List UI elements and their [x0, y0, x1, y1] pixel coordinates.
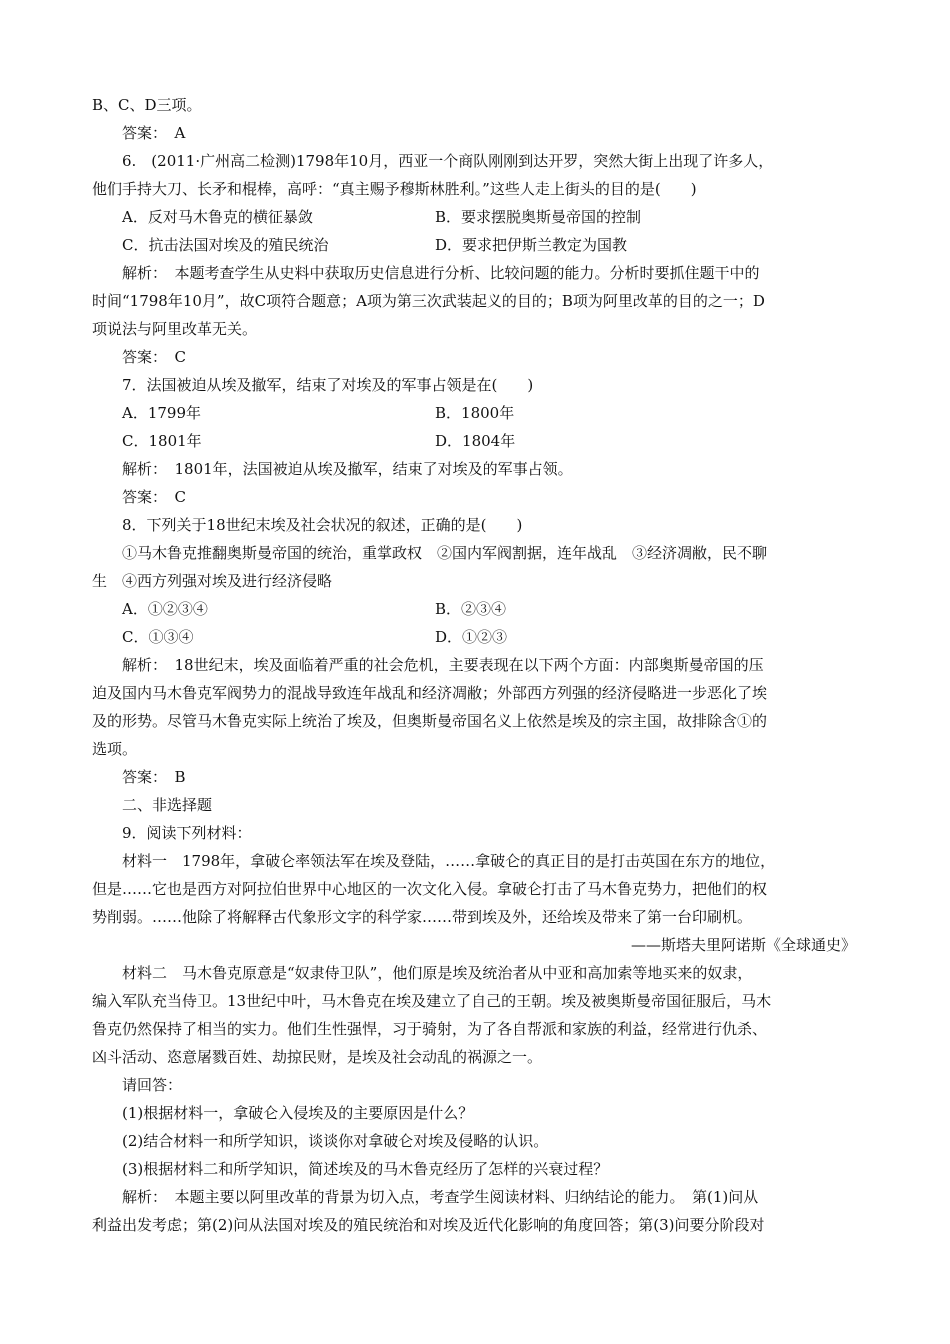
text-line: 答案： B: [122, 768, 186, 786]
text-line: 解析： 1801年，法国被迫从埃及撤军，结束了对埃及的军事占领。: [122, 460, 573, 478]
text-line: 势削弱。……他除了将解释古代象形文字的科学家……带到埃及外，还给埃及带来了第一台印刷机。: [92, 908, 753, 926]
text-line: 及的形势。尽管马木鲁克实际上统治了埃及，但奥斯曼帝国名义上依然是埃及的宗主国，故排除含①的: [92, 712, 768, 730]
option-left: A．1799年: [122, 404, 202, 422]
text-line: 材料二 马木鲁克原意是“奴隶侍卫队”，他们原是埃及统治者从中亚和高加索等地买来的奴隶，: [122, 964, 753, 982]
text-line: 答案： A: [122, 124, 186, 142]
answer-options-row: [92, 623, 860, 651]
text-line: 7．法国被迫从埃及撤军，结束了对埃及的军事占领是在( ): [122, 376, 534, 394]
option-right: B．1800年: [435, 404, 515, 422]
option-left: C．1801年: [122, 432, 202, 450]
option-right: D．1804年: [435, 432, 516, 450]
option-right: D．要求把伊斯兰教定为国教: [435, 236, 628, 254]
answer-options-row: [92, 231, 860, 259]
answer-options-row: [92, 399, 860, 427]
text-line: 答案： C: [122, 488, 186, 506]
text-line: 生 ④西方列强对埃及进行经济侵略: [92, 572, 333, 590]
text-line: 编入军队充当侍卫。13世纪中叶，马木鲁克在埃及建立了自己的王朝。埃及被奥斯曼帝国征服后，马木: [92, 992, 772, 1010]
text-line: B、C、D三项。: [92, 96, 202, 114]
text-line: 利益出发考虑；第(2)问从法国对埃及的殖民统治和对埃及近代化影响的角度回答；第(3)问要分阶段对: [92, 1216, 765, 1234]
option-left: C．抗击法国对埃及的殖民统治: [122, 236, 329, 254]
option-left: C．①③④: [122, 628, 194, 646]
option-right: D．①②③: [435, 628, 508, 646]
text-line: 8．下列关于18世纪末埃及社会状况的叙述，正确的是( ): [122, 516, 523, 534]
text-line: 解析： 18世纪末，埃及面临着严重的社会危机，主要表现在以下两个方面：内部奥斯曼帝国的压: [122, 656, 764, 674]
text-line: 时间“1798年10月”，故C项符合题意；A项为第三次武装起义的目的；B项为阿里改革的目的之一；D: [92, 292, 765, 310]
text-line: 凶斗活动、恣意屠戮百姓、劫掠民财，是埃及社会动乱的祸源之一。: [92, 1048, 543, 1066]
answer-options-row: [92, 203, 860, 231]
text-line: 请回答：: [122, 1076, 183, 1094]
text-line: 项说法与阿里改革无关。: [92, 320, 258, 338]
text-line: (3)根据材料二和所学知识，简述埃及的马木鲁克经历了怎样的兴衰过程？: [122, 1160, 609, 1178]
text-line: 9．阅读下列材料：: [122, 824, 252, 842]
option-right: B．要求摆脱奥斯曼帝国的控制: [435, 208, 642, 226]
document-body: [92, 91, 860, 1239]
text-line: 但是……它也是西方对阿拉伯世界中心地区的一次文化入侵。拿破仑打击了马木鲁克势力，把他们的权: [92, 880, 768, 898]
text-line: 二、非选择题: [122, 796, 213, 814]
answer-options-row: [92, 427, 860, 455]
text-line: (2)结合材料一和所学知识，谈谈你对拿破仑对埃及侵略的认识。: [122, 1132, 549, 1150]
text-line: 鲁克仍然保持了相当的实力。他们生性强悍，习于骑射，为了各自帮派和家族的利益，经常进行仇杀、: [92, 1020, 768, 1038]
option-right: B．②③④: [435, 600, 507, 618]
option-left: A．反对马木鲁克的横征暴敛: [122, 208, 313, 226]
text-line: 迫及国内马木鲁克军阀势力的混战导致连年战乱和经济凋敝；外部西方列强的经济侵略进一步恶化了埃: [92, 684, 768, 702]
text-line: 他们手持大刀、长矛和棍棒，高呼：“真主赐予穆斯林胜利。”这些人走上街头的目的是( ): [92, 180, 697, 198]
text-line: (1)根据材料一，拿破仑入侵埃及的主要原因是什么？: [122, 1104, 474, 1122]
citation-line: ——斯塔夫里阿诺斯《全球通史》: [630, 936, 856, 954]
text-line: ①马木鲁克推翻奥斯曼帝国的统治，重掌政权 ②国内军阀割据，连年战乱 ③经济凋敝，民不聊: [122, 544, 768, 562]
text-line: 答案： C: [122, 348, 186, 366]
answer-options-row: [92, 595, 860, 623]
text-line: 选项。: [92, 740, 138, 758]
text-line: 材料一 1798年，拿破仑率领法军在埃及登陆，……拿破仑的真正目的是打击英国在东方的地位，: [122, 852, 776, 870]
text-line: 解析： 本题主要以阿里改革的背景为切入点，考查学生阅读材料、归纳结论的能力。 第(1)问从: [122, 1188, 759, 1206]
text-line: 解析： 本题考查学生从史料中获取历史信息进行分析、比较问题的能力。分析时要抓住题干中的: [122, 264, 760, 282]
option-left: A．①②③④: [122, 600, 208, 618]
text-line: 6. (2011·广州高二检测)1798年10月，西亚一个商队刚刚到达开罗，突然大街上出现了许多人，: [122, 152, 774, 170]
